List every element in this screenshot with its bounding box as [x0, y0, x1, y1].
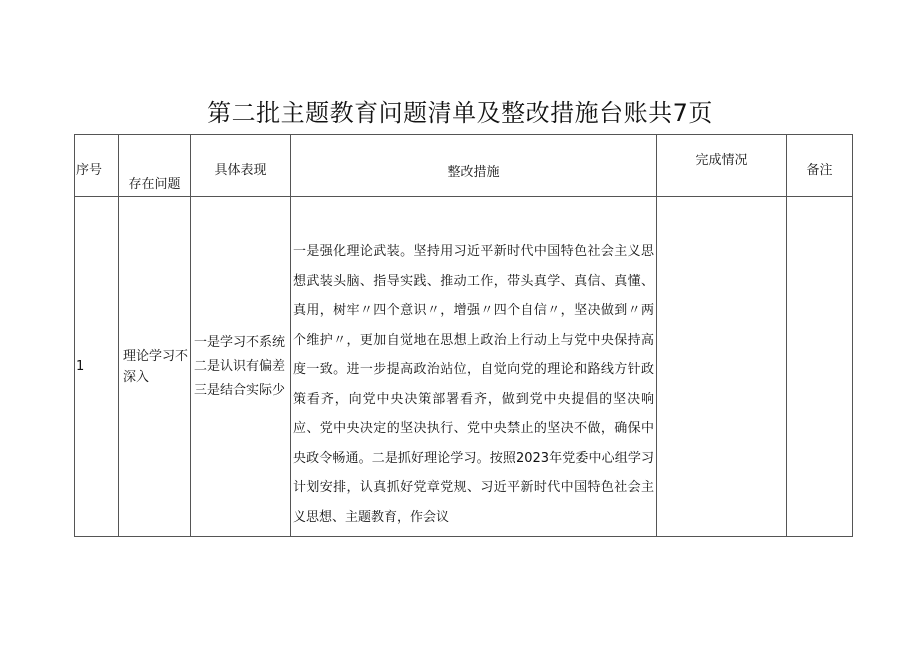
header-remark: 备注 [787, 135, 853, 197]
table-header-row [75, 135, 853, 197]
cell-seq: 1 [75, 197, 119, 537]
cell-problem: 理论学习不深入 [119, 197, 191, 537]
header-status: 完成情况 [657, 135, 787, 197]
header-detail: 具体表现 [191, 135, 291, 197]
detail-item: 一是学习不系统 [194, 334, 286, 350]
detail-item: 二是认识有偏差 [194, 358, 286, 374]
detail-item: 三是结合实际少 [194, 382, 286, 398]
cell-status [657, 197, 787, 537]
table-row [75, 197, 853, 537]
header-measure: 整改措施 [291, 135, 657, 197]
header-problem: 存在问题 [119, 135, 191, 197]
cell-remark [787, 197, 853, 537]
page-title: 第二批主题教育问题清单及整改措施台账共7页 [207, 99, 713, 127]
cell-measure: 一是强化理论武装。坚持用习近平新时代中国特色社会主义思想武装头脑、指导实践、推动工作，带头真学、真信、真懂、真用，树牢〃四个意识〃，增强〃四个自信〃，坚决做到〃两个维护〃，更加自觉地在思想上政治上行动上与党中央保持高度一致。进一步提高政治站位，自觉向党的理论和路线方针政策看齐，向党中央决策部署看齐，做到党中央提倡的坚决响应、党中央决定的坚决执行、党中央禁止的坚决不做，确保中央政令畅通。二是抓好理论学习。按照2023年党委中心组学习计划安排，认真抓好党章党规、习近平新时代中国特色社会主义思想、主题教育，作会议 [291, 197, 657, 537]
cell-detail [191, 197, 291, 537]
rectification-ledger-table [74, 134, 853, 537]
header-seq: 序号 [75, 135, 119, 197]
